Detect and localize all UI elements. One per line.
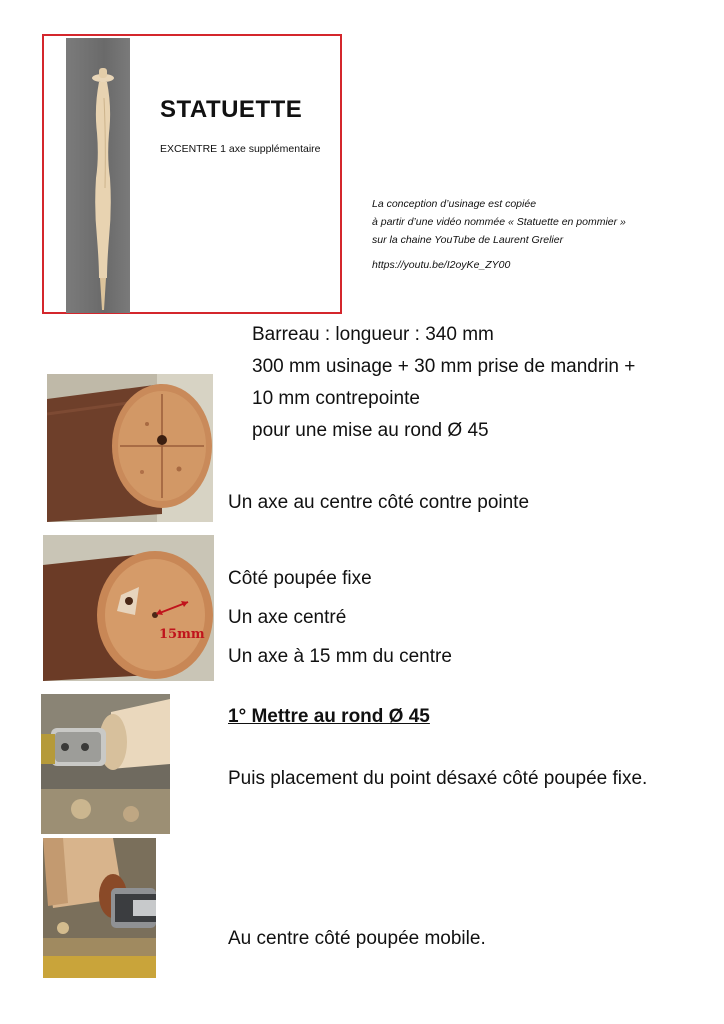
page-subtitle: EXCENTRE 1 axe supplémentaire — [160, 143, 321, 155]
credit-line-1: La conception d’usinage est copiée — [372, 198, 537, 210]
photo-lathe-tailstock — [43, 838, 156, 978]
spec-length: Barreau : longueur : 340 mm — [252, 324, 494, 345]
step-headstock-side: Côté poupée fixe — [228, 568, 372, 589]
step-round-heading: 1° Mettre au rond Ø 45 — [228, 706, 430, 727]
video-link[interactable]: https://youtu.be/I2oyKe_ZY00 — [372, 259, 511, 271]
step-tailstock-center: Au centre côté poupée mobile. — [228, 928, 486, 949]
offset-label: 15mm — [159, 627, 205, 642]
photo-tailstock-end — [47, 374, 213, 522]
step-offset-axis: Un axe à 15 mm du centre — [228, 646, 452, 667]
spec-breakdown: 300 mm usinage + 30 mm prise de mandrin + — [252, 356, 636, 377]
spec-diameter: pour une mise au rond Ø 45 — [252, 420, 489, 441]
photo-lathe-headstock — [41, 694, 170, 834]
page-title: STATUETTE — [160, 96, 303, 123]
credit-line-3: sur la chaine YouTube de Laurent Grelier — [372, 234, 564, 246]
spec-tailstock: 10 mm contrepointe — [252, 388, 420, 409]
header-box — [42, 34, 342, 314]
statuette-photo — [66, 38, 130, 313]
statuette-image — [66, 38, 130, 313]
credit-line-2: à partir d’une vidéo nommée « Statuette en pommier » — [372, 216, 626, 228]
photo-headstock-end — [43, 535, 214, 681]
step-offset-placement: Puis placement du point désaxé côté poupée fixe. — [228, 768, 648, 789]
step-tailstock-axis: Un axe au centre côté contre pointe — [228, 492, 530, 513]
step-centered-axis: Un axe centré — [228, 607, 347, 628]
